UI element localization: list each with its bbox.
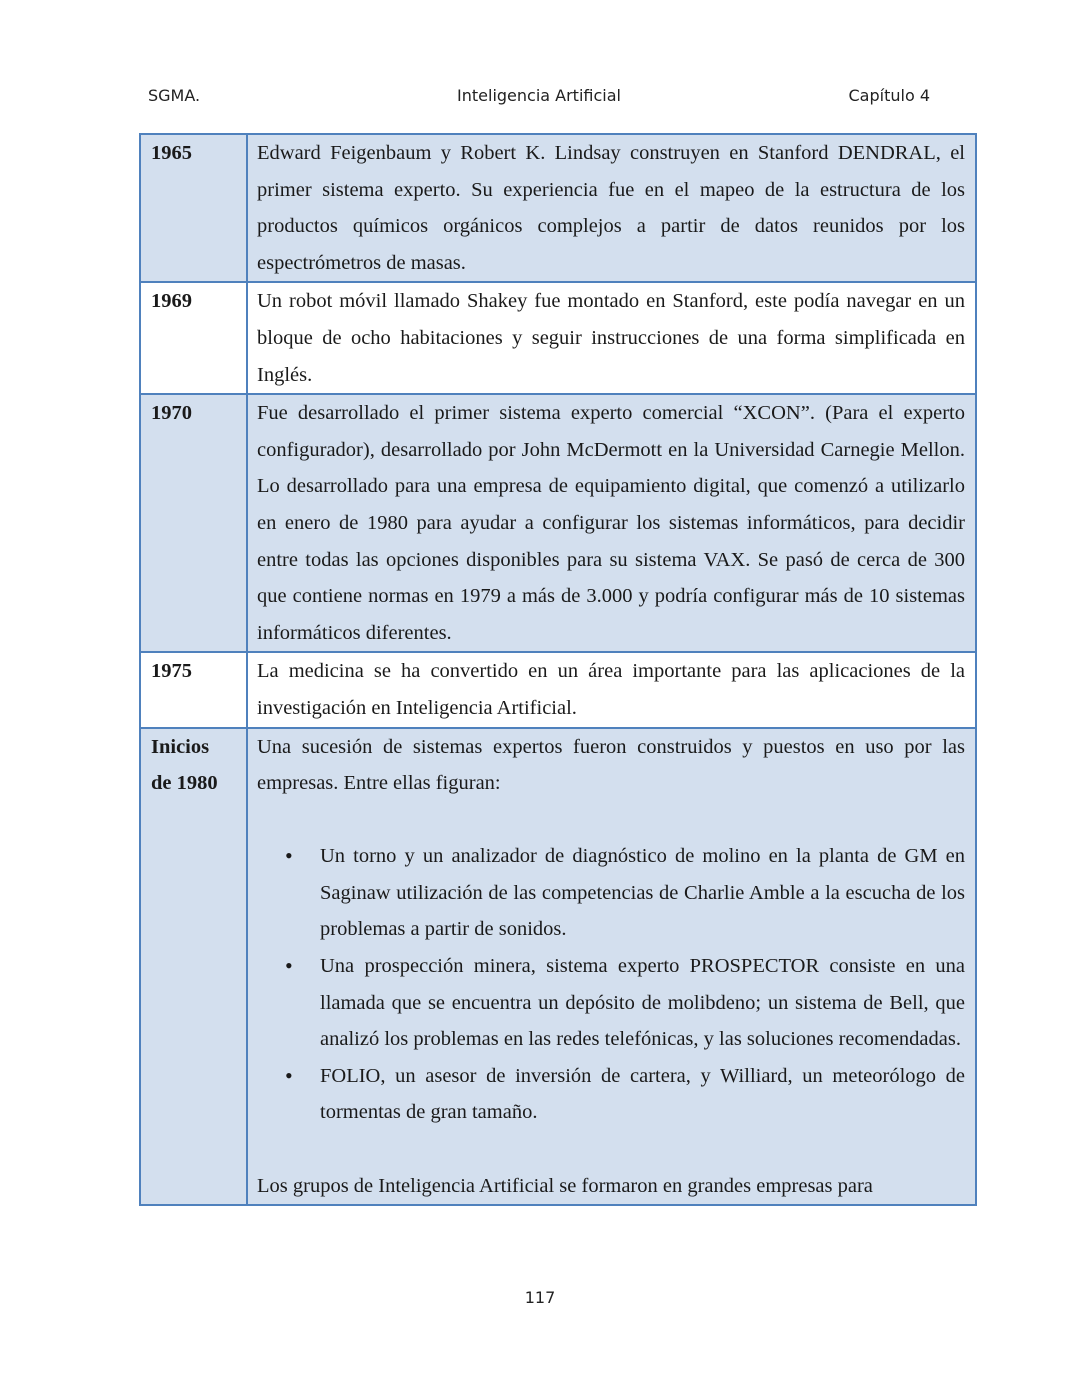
year-label-line2: de 1980 — [151, 772, 218, 795]
systems-bullet-list — [257, 838, 965, 1131]
description-cell — [247, 394, 976, 652]
description-cell — [247, 282, 976, 394]
year-cell — [140, 394, 247, 652]
list-item: • Una prospección minera, sistema experto PROSPECTOR consiste en una llamada que se encuentra un depósito de molibdeno; un sistema de Bell, que analizó los problemas en las redes telefónicas, y las soluciones recomendadas. — [320, 948, 965, 1058]
table-row-1975 — [140, 652, 976, 727]
page-number: 117 — [524, 1288, 556, 1307]
description-cell — [247, 728, 976, 1206]
description-text: La medicina se ha convertido en un área importante para las aplicaciones de la investigación en Inteligencia Artificial. — [257, 660, 965, 719]
year-label: 1970 — [151, 402, 192, 425]
year-cell — [140, 652, 247, 727]
table-row-1970 — [140, 394, 976, 652]
spacer — [257, 802, 965, 839]
year-cell — [140, 134, 247, 282]
page-header — [148, 86, 930, 110]
table-row-1969 — [140, 282, 976, 394]
header-title: Inteligencia Artificial — [457, 86, 621, 105]
spacer — [257, 1131, 965, 1168]
year-cell — [140, 728, 247, 1206]
header-org: SGMA. — [148, 86, 201, 105]
year-cell — [140, 282, 247, 394]
description-text: Un robot móvil llamado Shakey fue montado en Stanford, este podía navegar en un bloque de ocho habitaciones y seguir instrucciones de una forma simplificada en Inglés. — [257, 290, 965, 386]
list-item: • Un torno y un analizador de diagnóstico de molino en la planta de GM en Saginaw utilización de las competencias de Charlie Amble a la escucha de los problemas a partir de sonidos. — [320, 838, 965, 948]
timeline-table — [139, 133, 977, 1206]
year-label: 1975 — [151, 660, 192, 683]
header-chapter: Capítulo 4 — [848, 86, 930, 105]
description-intro: Una sucesión de sistemas expertos fueron construidos y puestos en uso por las empresas. Entre ellas figuran: — [257, 735, 965, 795]
year-label: 1965 — [151, 142, 192, 164]
year-label: 1969 — [151, 290, 192, 313]
description-text: Edward Feigenbaum y Robert K. Lindsay construyen en Stanford DENDRAL, el primer sistema experto. Su experiencia fue en el mapeo de la estructura de los productos químicos orgánicos complejos a partir de datos reunidos por los espectrómetros de masas. — [257, 142, 965, 274]
table-row-1980 — [140, 728, 976, 1206]
description-closing: Los grupos de Inteligencia Artificial se formaron en grandes empresas para — [257, 1174, 873, 1197]
description-cell — [247, 134, 976, 282]
description-cell — [247, 652, 976, 727]
description-text: Fue desarrollado el primer sistema experto comercial “XCON”. (Para el experto configurador), desarrollado por John McDermott en la Universidad Carnegie Mellon. Lo desarrollado para una empresa de equipamiento digital, que comenzó a utilizarlo en enero de 1980 para ayudar a configurar los sistemas informáticos, para decidir entre todas las opciones disponibles para su sistema VAX. Se pasó de cerca de 300 que contiene normas en 1979 a más de 3.000 y podría configurar más de 10 sistemas informáticos diferentes. — [257, 402, 965, 644]
list-item: • FOLIO, un asesor de inversión de cartera, y Williard, un meteorólogo de tormentas de gran tamaño. — [320, 1058, 965, 1131]
table-row-1965 — [140, 134, 976, 282]
year-label-line1: Inicios — [151, 735, 210, 758]
